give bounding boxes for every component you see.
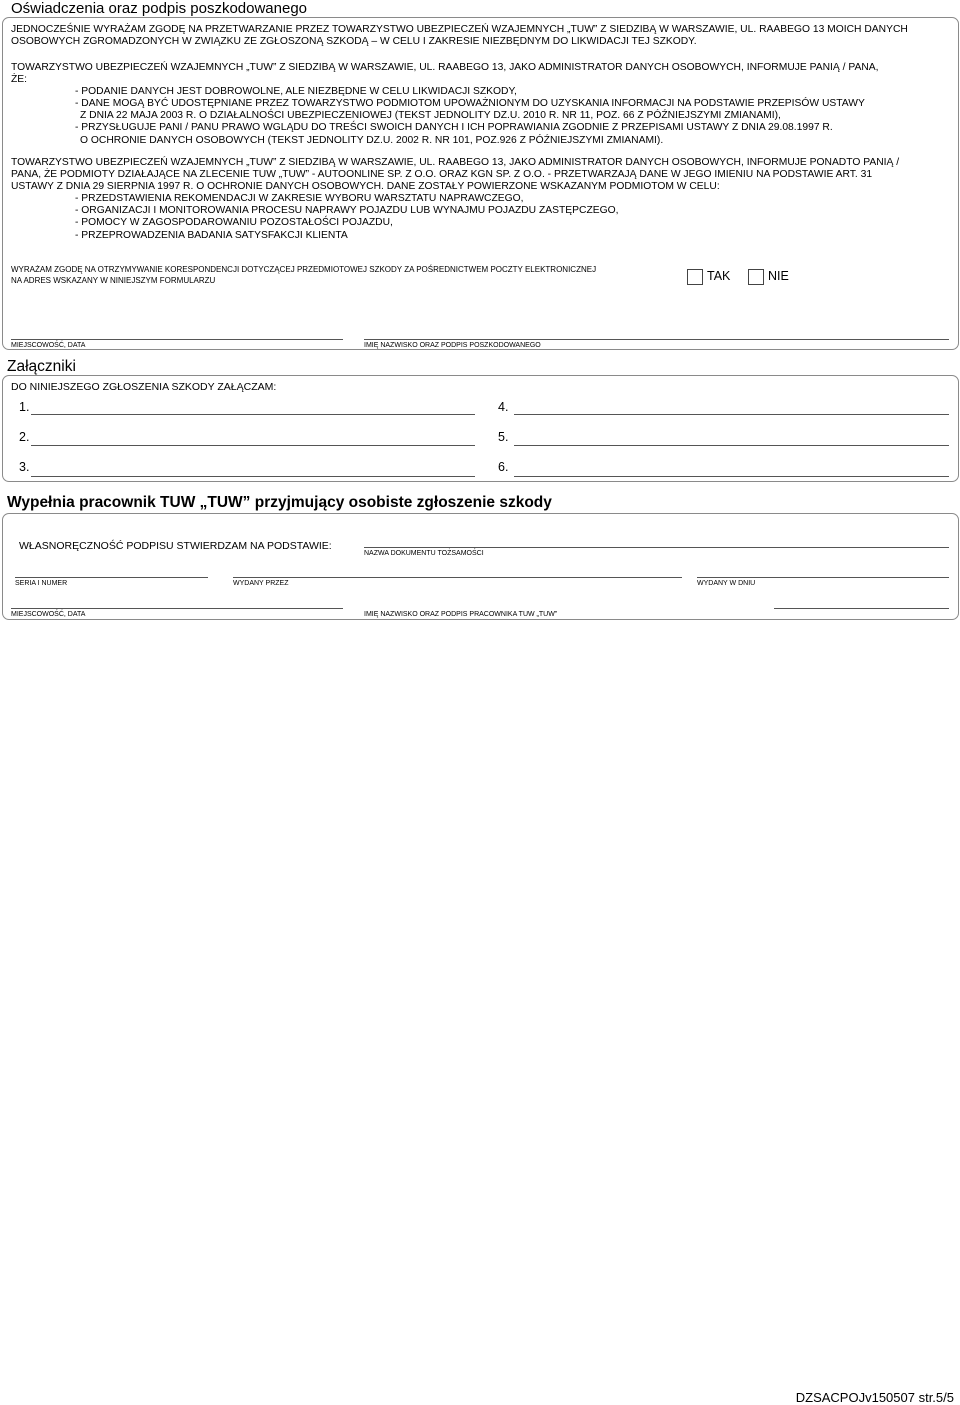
attachments-title: Załączniki bbox=[7, 358, 76, 375]
email-consent-line: WYRAŻAM ZGODĘ NA OTRZYMYWANIE KORESPONDENCJI DOTYCZĄCEJ PRZEDMIOTOWEJ SZKODY ZA POŚREDNICTWEM POCZTY ELEKTRONICZNEJ bbox=[11, 265, 597, 274]
issued-on-label: WYDANY W DNIU bbox=[697, 580, 756, 587]
issued-on-field[interactable] bbox=[697, 577, 949, 578]
further-line: PANA, ŻE PODMIOTY DZIAŁAJĄCE NA ZLECENIE TUW „TUW” - AUTOONLINE SP. Z O.O. ORAZ KGN SP. Z O.O. - PRZETWARZAJĄ DANE W JEGO IMIENIU NA PODSTAWIE ART. 31 bbox=[11, 169, 873, 181]
attachment-field-1[interactable] bbox=[31, 414, 475, 415]
employee-signature-label: IMIĘ NAZWISKO ORAZ PODPIS PRACOWNIKA TUW „TUW” bbox=[364, 611, 558, 618]
signature-field[interactable] bbox=[364, 339, 949, 340]
consent-line: OSOBOWYCH ZGROMADZONYCH W ZWIĄZKU ZE ZGŁOSZONĄ SZKODĄ – W CELU I ZAKRESIE NIEZBĘDNYM DO LIKWIDACJI TEJ SZKODY. bbox=[11, 36, 697, 48]
attachments-intro: DO NINIEJSZEGO ZGŁOSZENIA SZKODY ZAŁĄCZAM: bbox=[11, 381, 277, 393]
further-item: - ORGANIZACJI I MONITOROWANIA PROCESU NAPRAWY POJAZDU LUB WYNAJMU POJAZDU ZASTĘPCZEGO, bbox=[75, 205, 619, 217]
email-consent-text bbox=[11, 265, 596, 286]
attachment-number: 6. bbox=[498, 460, 509, 474]
consent-line: JEDNOCZEŚNIE WYRAŻAM ZGODĘ NA PRZETWARZANIE PRZEZ TOWARZYSTWO UBEZPIECZEŃ WZAJEMNYCH „TUW” Z SIEDZIBĄ W WARSZAWIE, UL. RAABEGO 13 MOICH DANYCH bbox=[11, 24, 908, 35]
consent-paragraph bbox=[11, 24, 908, 48]
series-field[interactable] bbox=[15, 577, 208, 578]
info-item: Z DNIA 22 MAJA 2003 R. O DZIAŁALNOŚCI UBEZPIECZENIOWEJ (TEKST JEDNOLITY DZ.U. 2010 R. NR 11, POZ. 66 Z PÓŹNIEJSZYMI ZMIANAMI), bbox=[80, 110, 781, 122]
attachment-field-5[interactable] bbox=[514, 445, 949, 446]
info-line: ŻE: bbox=[11, 74, 28, 86]
attachment-field-2[interactable] bbox=[31, 445, 475, 446]
series-label: SERIA I NUMER bbox=[15, 580, 68, 587]
signature-label: IMIĘ NAZWISKO ORAZ PODPIS POSZKODOWANEGO bbox=[364, 342, 541, 349]
footer-code: DZSACPOJv150507 str.5/5 bbox=[795, 1390, 954, 1405]
employee-place-date-field[interactable] bbox=[11, 608, 343, 609]
place-date-label: MIEJSCOWOŚĆ, DATA bbox=[11, 342, 86, 349]
attachment-number: 3. bbox=[19, 460, 30, 474]
further-line: USTAWY Z DNIA 29 SIERPNIA 1997 R. O OCHRONIE DANYCH OSOBOWYCH. DANE ZOSTAŁY POWIERZONE WSKAZANYM PODMIOTOM W CELU: bbox=[11, 181, 720, 193]
verify-label: WŁASNORĘCZNOŚĆ PODPISU STWIERDZAM NA PODSTAWIE: bbox=[19, 540, 332, 552]
further-line: TOWARZYSTWO UBEZPIECZEŃ WZAJEMNYCH „TUW” Z SIEDZIBĄ W WARSZAWIE, UL. RAABEGO 13, JAKO ADMINISTRATOR DANYCH OSOBOWYCH, INFORMUJE PONADTO PANIĄ / bbox=[11, 157, 900, 168]
attachment-number: 1. bbox=[19, 400, 30, 414]
issued-by-field[interactable] bbox=[233, 577, 682, 578]
further-item: - PRZEPROWADZENIA BADANIA SATYSFAKCJI KLIENTA bbox=[75, 229, 348, 241]
doc-name-field[interactable] bbox=[364, 547, 949, 548]
email-consent-line: NA ADRES WSKAZANY W NINIEJSZYM FORMULARZU bbox=[11, 275, 216, 285]
yes-label: TAK bbox=[707, 269, 731, 283]
info-line: TOWARZYSTWO UBEZPIECZEŃ WZAJEMNYCH „TUW” Z SIEDZIBĄ W WARSZAWIE, UL. RAABEGO 13, JAKO ADMINISTRATOR DANYCH OSOBOWYCH, INFORMUJE PANIĄ / PANA, bbox=[11, 62, 879, 73]
place-date-field[interactable] bbox=[11, 339, 343, 340]
further-item: - POMOCY W ZAGOSPODAROWANIU POZOSTAŁOŚCI POJAZDU, bbox=[75, 217, 393, 229]
no-label: NIE bbox=[768, 269, 789, 283]
statement-title: Oświadczenia oraz podpis poszkodowanego bbox=[11, 0, 308, 17]
attachment-field-6[interactable] bbox=[514, 476, 949, 477]
attachment-field-4[interactable] bbox=[514, 414, 949, 415]
attachment-number: 4. bbox=[498, 400, 509, 414]
employee-signature-field[interactable] bbox=[774, 608, 949, 609]
yes-checkbox[interactable] bbox=[687, 269, 703, 285]
no-checkbox[interactable] bbox=[748, 269, 764, 285]
further-item: - PRZEDSTAWIENIA REKOMENDACJI W ZAKRESIE WYBORU WARSZTATU NAPRAWCZEGO, bbox=[75, 193, 524, 205]
info-item: O OCHRONIE DANYCH OSOBOWYCH (TEKST JEDNOLITY DZ.U. 2002 R. NR 101, POZ.926 Z PÓŹNIEJSZYMI ZMIANAMI). bbox=[80, 134, 664, 146]
info-item: - PODANIE DANYCH JEST DOBROWOLNE, ALE NIEZBĘDNE W CELU LIKWIDACJI SZKODY, bbox=[75, 86, 517, 98]
attachment-field-3[interactable] bbox=[31, 476, 475, 477]
employee-place-date-label: MIEJSCOWOŚĆ, DATA bbox=[11, 611, 86, 618]
attachment-number: 5. bbox=[498, 430, 509, 444]
info-item: - PRZYSŁUGUJE PANI / PANU PRAWO WGLĄDU DO TREŚCI SWOICH DANYCH I ICH POPRAWIANIA ZGODNIE Z PRZEPISAMI USTAWY Z DNIA 29.08.1997 R. bbox=[75, 122, 833, 134]
info-paragraph bbox=[11, 62, 878, 147]
employee-title: Wypełnia pracownik TUW „TUW” przyjmujący osobiste zgłoszenie szkody bbox=[7, 494, 552, 511]
issued-by-label: WYDANY PRZEZ bbox=[233, 580, 289, 587]
info-item: - DANE MOGĄ BYĆ UDOSTĘPNIANE PRZEZ TOWARZYSTWO PODMIOTOM UPOWAŻNIONYM DO UZYSKANIA INFORMACJI NA PODSTAWIE PRZEPISÓW USTAWY bbox=[75, 98, 865, 110]
doc-name-label: NAZWA DOKUMENTU TOŻSAMOŚCI bbox=[364, 550, 484, 557]
further-info-paragraph bbox=[11, 157, 899, 242]
employee-panel bbox=[2, 513, 959, 620]
attachment-number: 2. bbox=[19, 430, 30, 444]
